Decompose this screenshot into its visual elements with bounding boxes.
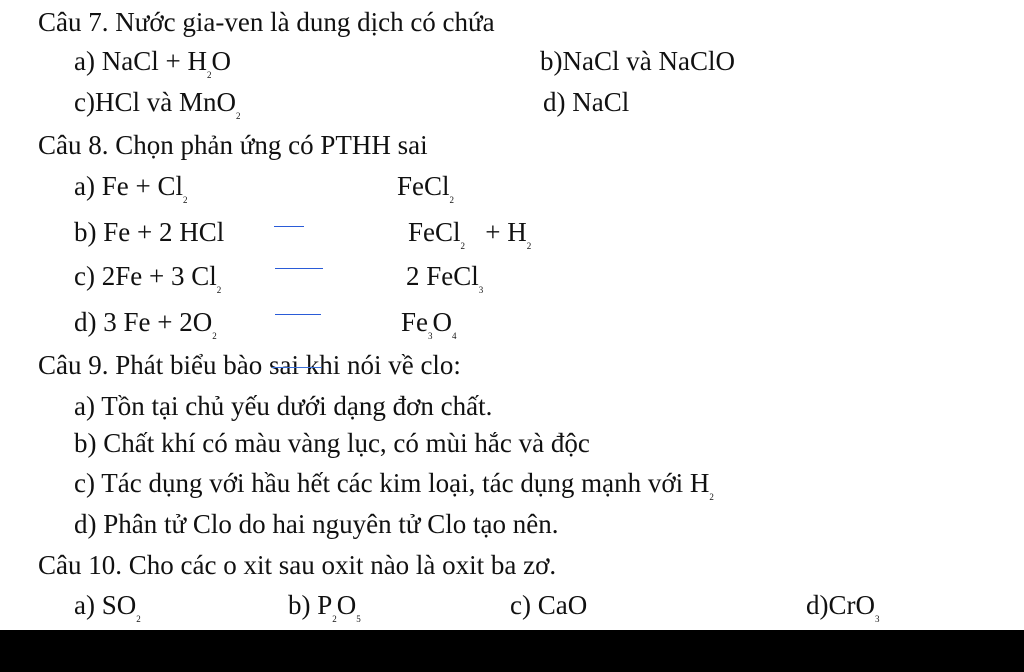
q7-option-b: b)NaCl và NaClO: [540, 46, 735, 76]
q8-d-right: $Fe_3O_4$: [401, 307, 457, 341]
q7-title: Câu 7. Nước gia-ven là dung dịch có chứa: [38, 7, 495, 37]
q8-d-left: d) 3 $Fe + 2O_2$: [74, 307, 217, 341]
q9-strike-mark: [272, 367, 322, 368]
q9-option-c: c) Tác dụng với hầu hết các kim loại, tác dụng mạnh với $H_2$: [74, 468, 714, 502]
q10-option-b: b) $P_2O_5$: [288, 590, 361, 624]
q8-b-right: FeCl$_2$ + $H_2$: [408, 217, 532, 251]
q8-a-right: FeCl$_2$: [397, 171, 455, 205]
q8-a-left: a) $Fe + Cl_2$: [74, 171, 188, 205]
q8-b-left: b) Fe + 2 HCl: [74, 217, 225, 247]
q8-c-arrow: [275, 268, 323, 269]
q9-option-b: b) Chất khí có màu vàng lục, có mùi hắc và độc: [74, 428, 590, 458]
q10-option-a: a) $SO_2$: [74, 590, 141, 624]
q7-option-d: d) NaCl: [543, 87, 630, 117]
q9-title: Câu 9. Phát biểu bào sai khi nói về clo:: [38, 350, 461, 380]
q10-option-c: c) CaO: [510, 590, 588, 620]
q7-option-a: a) NaCl + $H_2O$: [74, 46, 231, 80]
q10-option-d: d)CrO$_3$: [806, 590, 880, 624]
q8-title: Câu 8. Chọn phản ứng có PTHH sai: [38, 130, 428, 160]
bottom-black-bar: [0, 630, 1024, 672]
q9-option-a: a) Tồn tại chủ yếu dưới dạng đơn chất.: [74, 391, 493, 421]
q9-option-d: d) Phân tử Clo do hai nguyên tử Clo tạo nên.: [74, 509, 559, 539]
q10-title: Câu 10. Cho các o xit sau oxit nào là oxit ba zơ.: [38, 550, 557, 580]
q8-c-left: c) 2Fe + 3 $Cl_2$: [74, 261, 222, 295]
q8-c-right: 2 FeCl$_3$: [406, 261, 484, 295]
q8-d-arrow: [275, 314, 321, 315]
q8-b-arrow: [274, 226, 304, 227]
q7-option-c: c)HCl và MnO$_2$: [74, 87, 241, 121]
